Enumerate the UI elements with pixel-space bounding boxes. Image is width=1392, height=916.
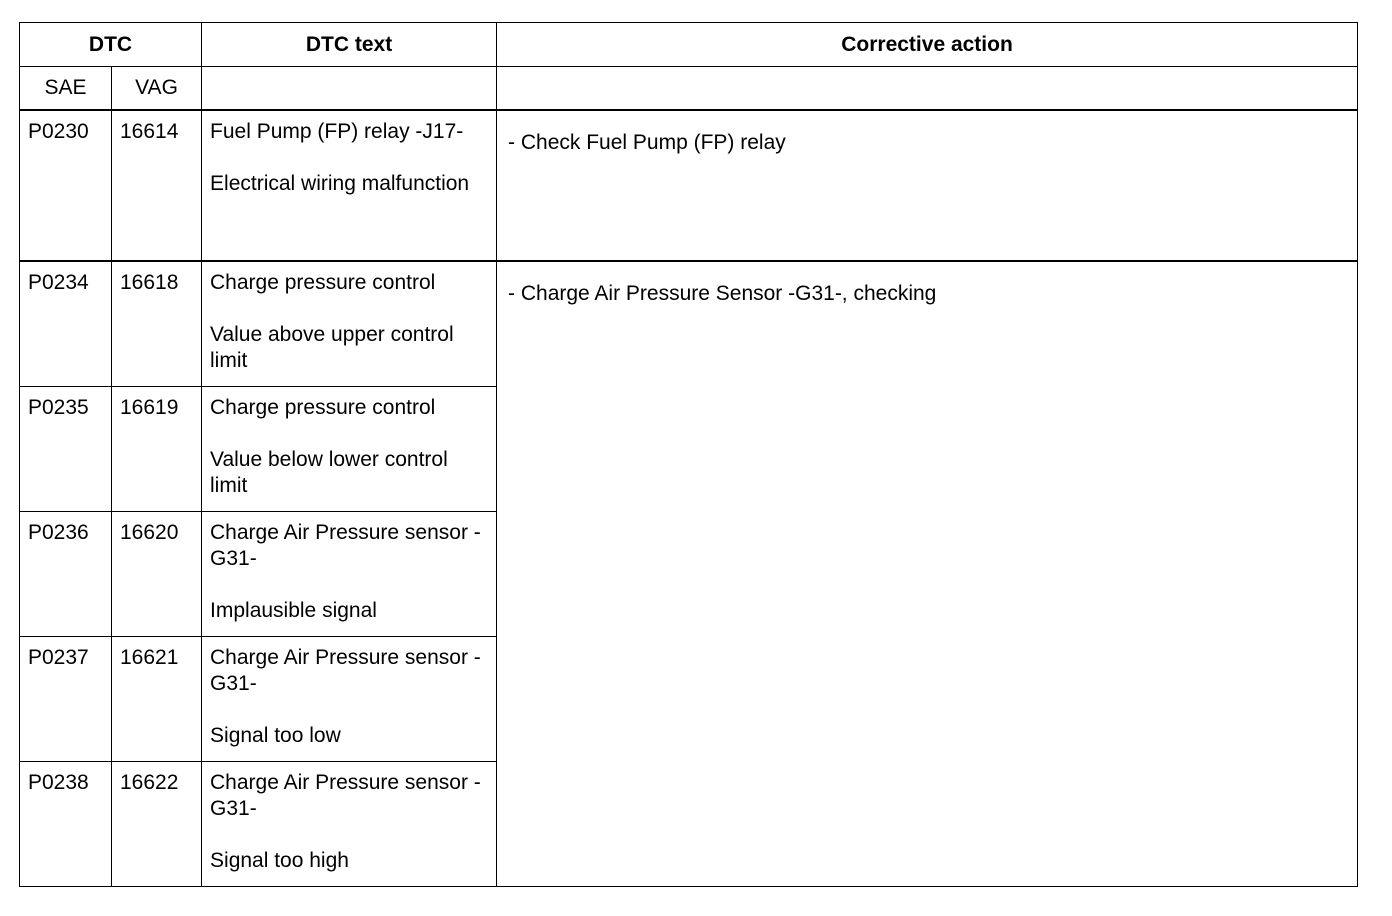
dtc-text	[202, 387, 496, 505]
sae-code: P0234	[28, 271, 89, 294]
vag-code: 16621	[120, 645, 179, 669]
corrective-action: - Charge Air Pressure Sensor -G31-, checking	[508, 282, 937, 305]
dtc-fault: Signal too low	[210, 723, 341, 747]
vag-code: 16614	[120, 120, 179, 143]
dtc-text	[202, 111, 496, 203]
corrective-action: - Check Fuel Pump (FP) relay	[508, 131, 786, 154]
sae-code: P0236	[28, 520, 89, 544]
dtc-fault: Value below lower control limit	[210, 447, 448, 497]
header-dtc-text: DTC text	[202, 23, 497, 67]
dtc-component: Charge pressure control	[210, 395, 436, 419]
sae-code: P0237	[28, 645, 89, 669]
dtc-table	[19, 22, 1358, 887]
dtc-fault: Electrical wiring malfunction	[210, 172, 470, 195]
dtc-text	[202, 512, 496, 630]
header-sae: SAE	[20, 67, 112, 111]
vag-code: 16619	[120, 395, 179, 419]
dtc-fault: Implausible signal	[210, 598, 377, 622]
table-row	[20, 261, 1358, 386]
dtc-component: Charge Air Pressure sensor -G31-	[210, 770, 481, 820]
dtc-component: Fuel Pump (FP) relay -J17-	[210, 120, 464, 143]
vag-code: 16622	[120, 770, 179, 794]
sae-code: P0235	[28, 395, 89, 419]
header-action-blank	[497, 67, 1358, 111]
dtc-component: Charge Air Pressure sensor -G31-	[210, 645, 481, 695]
dtc-text	[202, 762, 496, 880]
table-row	[20, 110, 1358, 261]
dtc-text	[202, 637, 496, 755]
dtc-component: Charge Air Pressure sensor -G31-	[210, 520, 481, 570]
dtc-text	[202, 262, 496, 380]
sae-code: P0238	[28, 770, 89, 794]
header-vag: VAG	[112, 67, 202, 111]
dtc-fault: Signal too high	[210, 848, 349, 872]
vag-code: 16618	[120, 271, 179, 294]
header-corrective-action: Corrective action	[497, 23, 1358, 67]
header-dtc: DTC	[20, 23, 202, 67]
dtc-component: Charge pressure control	[210, 271, 436, 294]
header-dtc-text-blank	[202, 67, 497, 111]
vag-code: 16620	[120, 520, 179, 544]
sae-code: P0230	[28, 120, 89, 143]
dtc-fault: Value above upper control limit	[210, 323, 454, 372]
